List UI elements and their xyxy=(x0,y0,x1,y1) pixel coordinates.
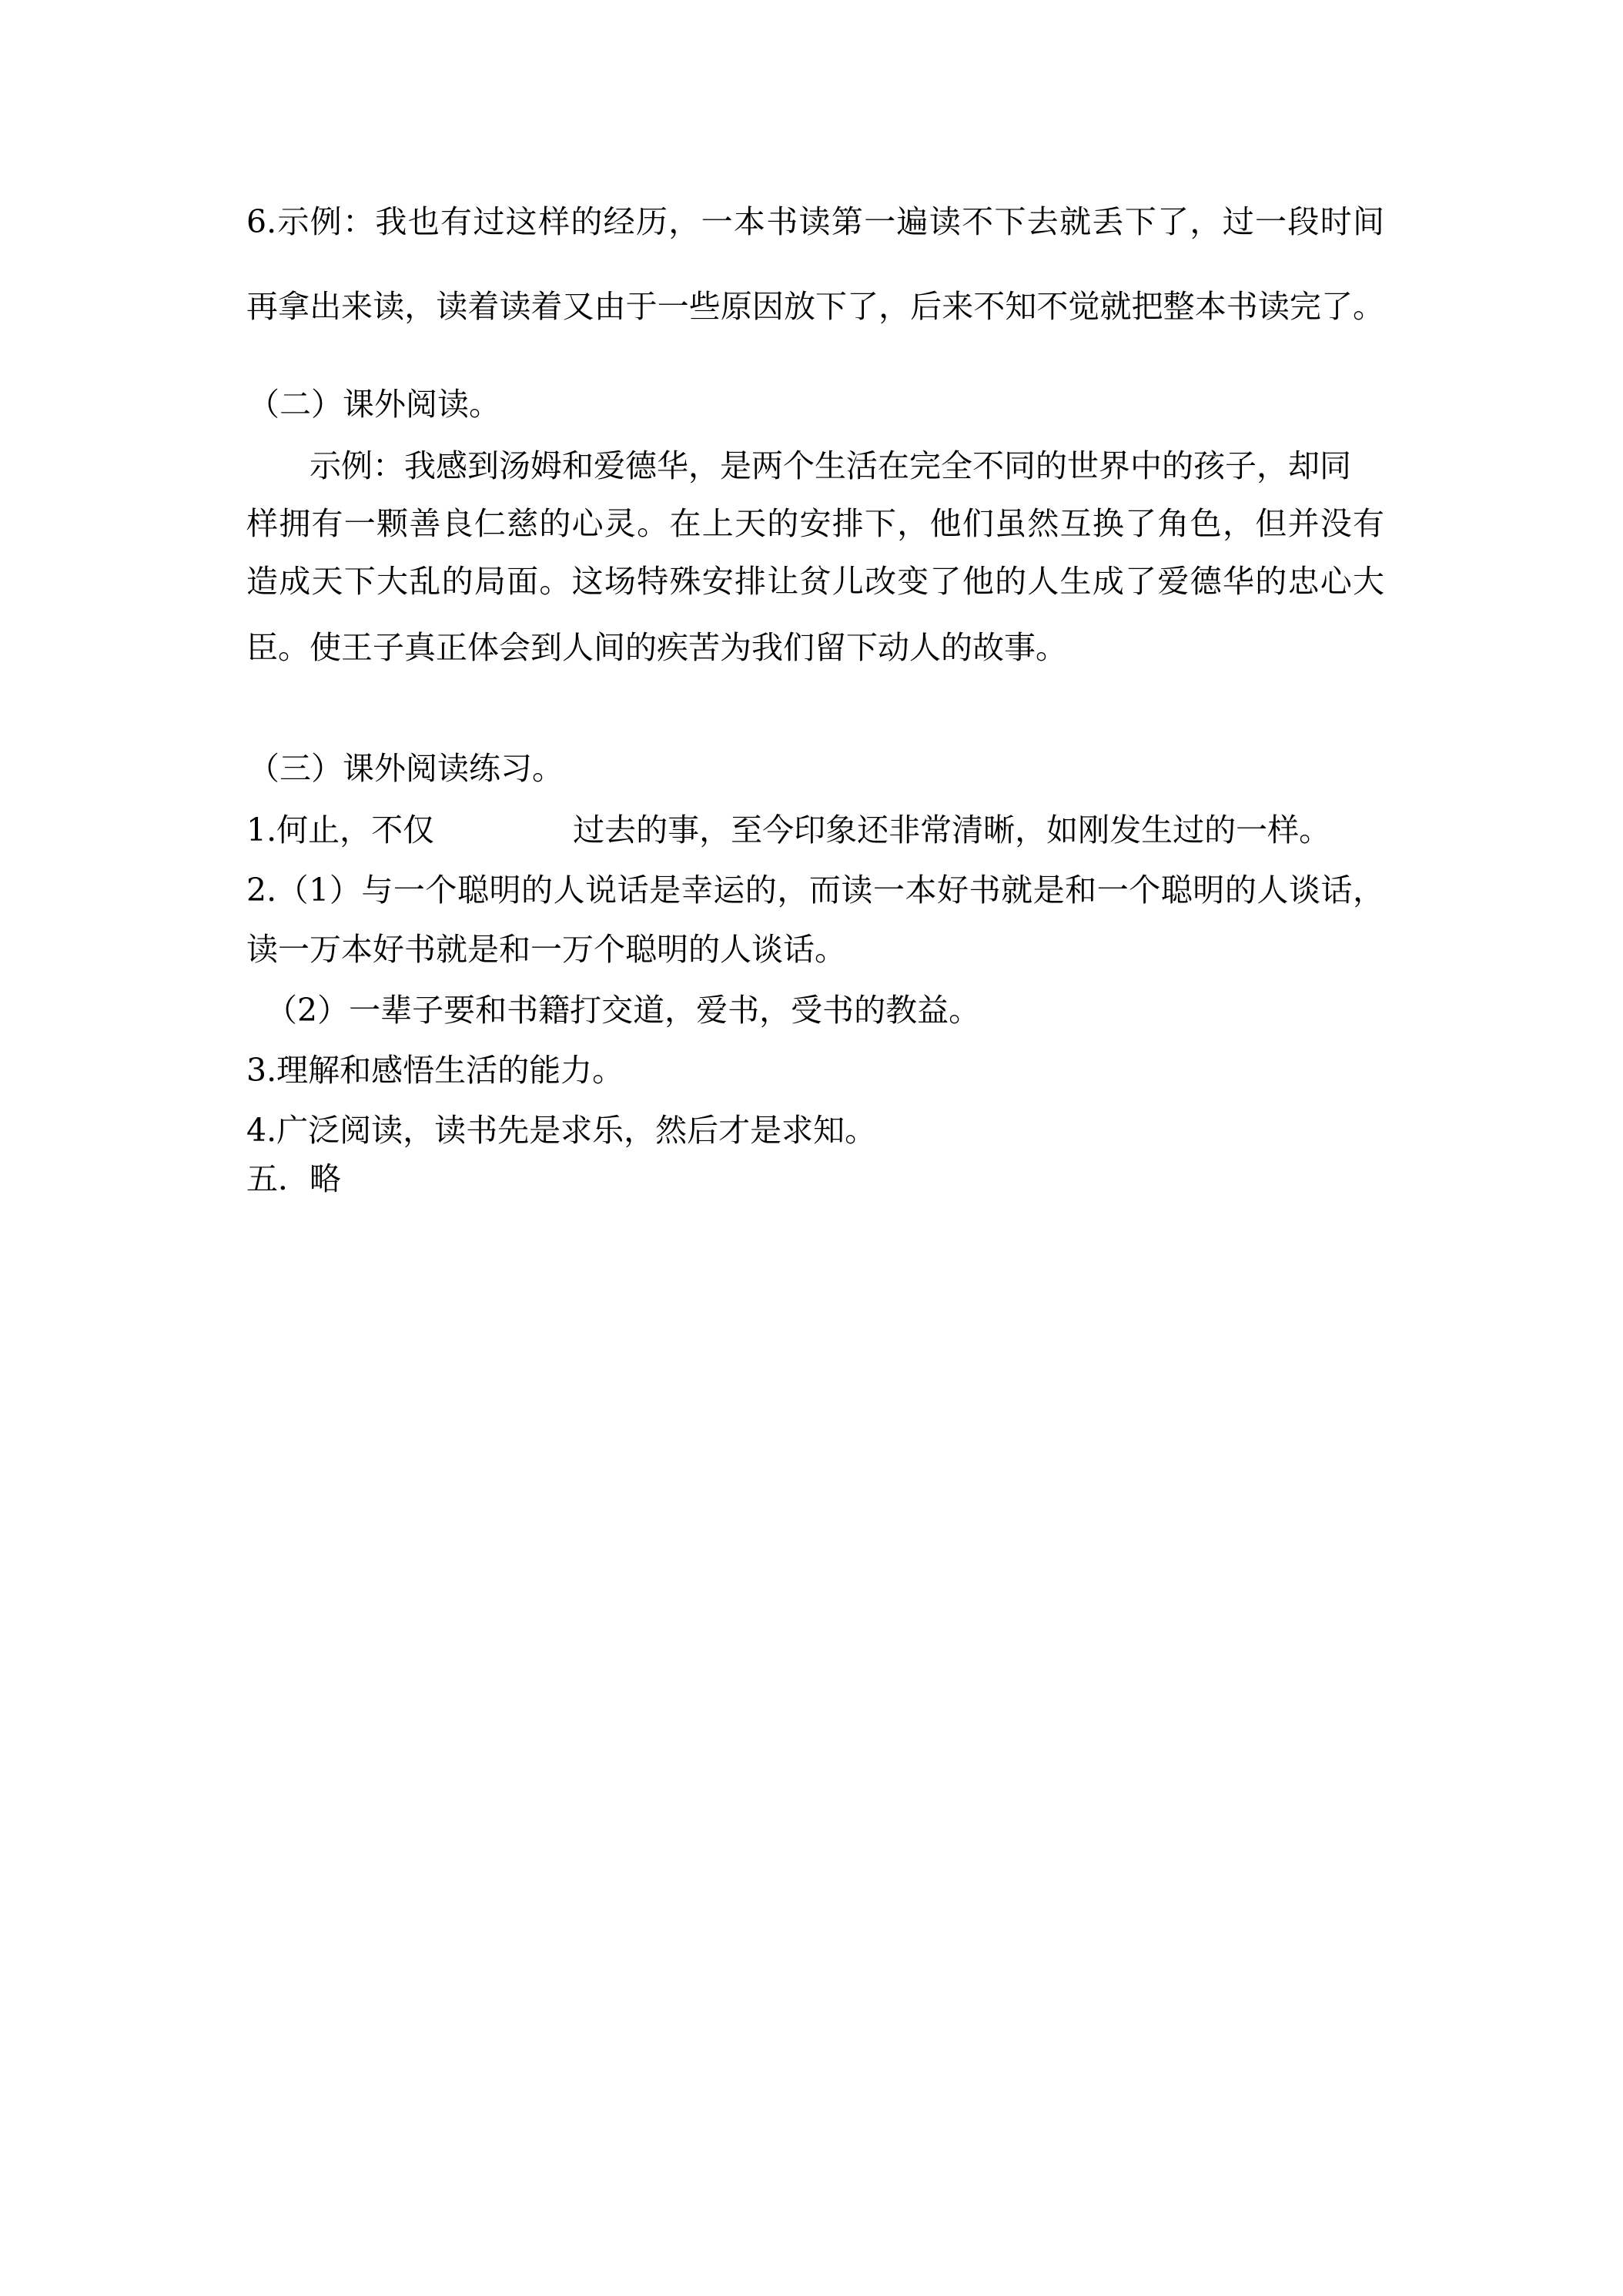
section3-item2-sub2: （2）一辈子要和书籍打交道，爱书，受书的教益。 xyxy=(266,992,981,1029)
section3-item4: 4.广泛阅读，读书先是求乐，然后才是求知。 xyxy=(246,1112,877,1149)
section2-para-line3: 造成天下大乱的局面。这场特殊安排让贫儿改变了他的人生成了爱德华的忠心大 xyxy=(246,563,1384,600)
item1-part2: 过去的事，至今印象还非常清晰，如刚发生过的一样。 xyxy=(573,812,1331,848)
section2-para-line1: 示例：我感到汤姆和爱德华，是两个生活在完全不同的世界中的孩子，却同 xyxy=(310,447,1351,484)
section2-para-line4: 臣。使王子真正体会到人间的疾苦为我们留下动人的故事。 xyxy=(246,629,1067,666)
section2-para-line2: 样拥有一颗善良仁慈的心灵。在上天的安排下，他们虽然互换了角色，但并没有 xyxy=(246,505,1384,542)
item1-part1: 1.何止，不仅 xyxy=(246,812,435,848)
section3-item1 xyxy=(246,808,1330,852)
section5-text: 五．略 xyxy=(246,1160,341,1197)
section3-item2-line1: 2.（1）与一个聪明的人说话是幸运的，而读一本好书就是和一个聪明的人谈话， xyxy=(246,872,1384,909)
item6-line2: 再拿出来读，读着读着又由于一些原因放下了，后来不知不觉就把整本书读完了。 xyxy=(246,288,1384,325)
section3-item3: 3.理解和感悟生活的能力。 xyxy=(246,1052,624,1089)
section3-item2-line2: 读一万本好书就是和一万个聪明的人谈话。 xyxy=(246,931,846,968)
section3-heading: （三）课外阅读练习。 xyxy=(248,750,564,787)
section2-heading: （二）课外阅读。 xyxy=(248,386,500,423)
item6-line1: 6.示例：我也有过这样的经历，一本书读第一遍读不下去就丢下了，过一段时间 xyxy=(246,203,1384,240)
